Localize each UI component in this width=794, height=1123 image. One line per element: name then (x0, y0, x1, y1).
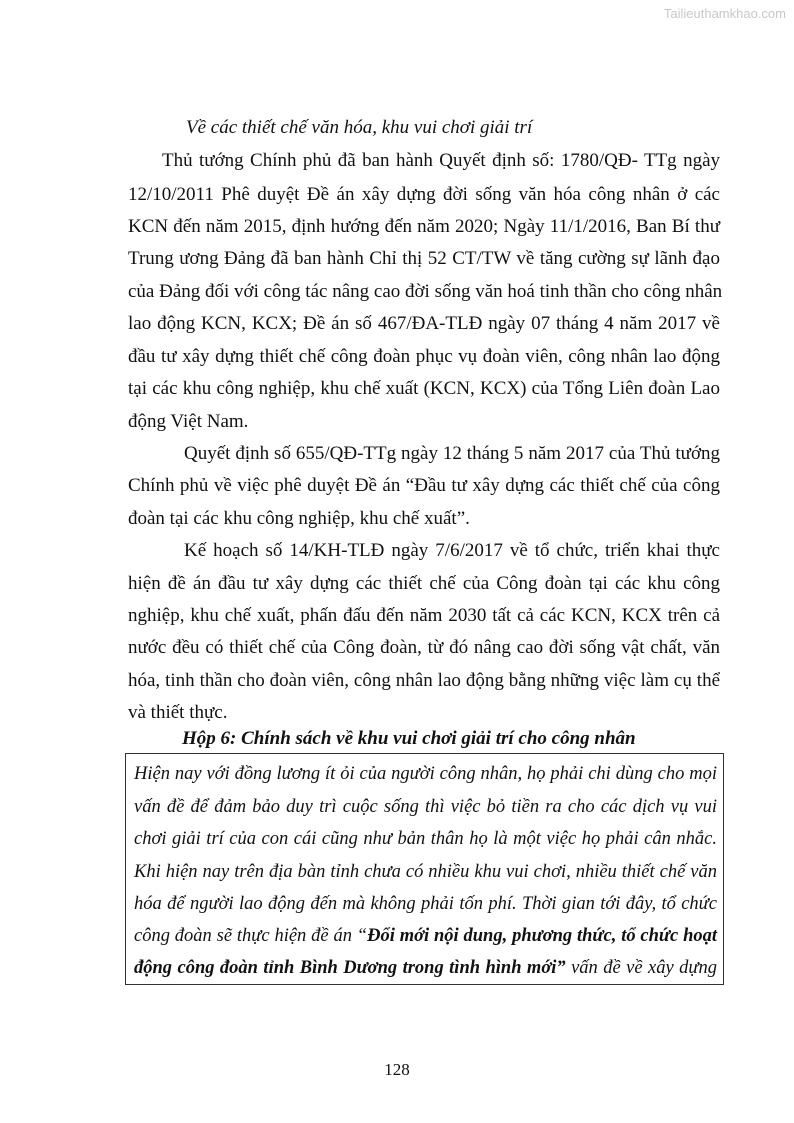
callout-box (125, 753, 724, 985)
paragraph-1-line: đầu tư xây dựng thiết chế công đoàn phục vụ đoàn viên, công nhân lao động (128, 346, 720, 367)
paragraph-3-line: hóa, tinh thần cho đoàn viên, công nhân lao động bằng những việc làm cụ thể (128, 670, 720, 691)
callout-line (134, 925, 717, 947)
paragraph-3-line: và thiết thực. (128, 702, 228, 723)
project-title-bold: Đổi mới nội dung, phương thức, tổ chức hoạt (367, 926, 718, 946)
callout-line: chơi giải trí của con cái cũng như bản thân họ là một việc họ phải cân nhắc. (134, 829, 717, 849)
paragraph-2-line: Quyết định số 655/QĐ-TTg ngày 12 tháng 5 năm 2017 của Thủ tướng (184, 443, 720, 464)
callout-line: hóa để người lao động đến mà không phải tốn phí. Thời gian tới đây, tổ chức (134, 894, 717, 914)
paragraph-1-line: tại các khu công nghiệp, khu chế xuất (KCN, KCX) của Tổng Liên đoàn Lao (128, 378, 720, 399)
page-number: 128 (384, 1060, 410, 1079)
paragraph-3-line: hiện đề án đầu tư xây dựng các thiết chế của Công đoàn tại các khu công (128, 573, 720, 594)
section-heading: Về các thiết chế văn hóa, khu vui chơi giải trí (186, 117, 533, 138)
callout-line (134, 957, 717, 979)
project-title-bold: động công đoàn tỉnh Bình Dương trong tình hình mới” (134, 958, 566, 978)
paragraph-3-line: nước đều có thiết chế của Công đoàn, từ đó nâng cao đời sống vật chất, văn (128, 637, 720, 658)
paragraph-1-line: động Việt Nam. (128, 411, 249, 432)
paragraph-1-line: lao động KCN, KCX; Đề án số 467/ĐA-TLĐ ngày 07 tháng 4 năm 2017 về (128, 313, 720, 334)
callout-text: công đoàn sẽ thực hiện đề án “ (134, 926, 368, 946)
callout-line: Hiện nay với đồng lương ít ỏi của người công nhân, họ phải chi dùng cho mọi (134, 764, 717, 784)
paragraph-3-line: Kế hoạch số 14/KH-TLĐ ngày 7/6/2017 về tổ chức, triển khai thực (184, 540, 720, 561)
callout-line: vấn đề để đảm bảo duy trì cuộc sống thì việc bỏ tiền ra cho các dịch vụ vui (134, 797, 717, 817)
paragraph-3-line: nghiệp, khu chế xuất, phấn đấu đến năm 2030 tất cả các KCN, KCX trên cả (128, 605, 720, 626)
paragraph-1-line: của Đảng đối với công tác nâng cao đời sống văn hoá tinh thần cho công nhân (128, 281, 723, 302)
paragraph-2-line: Chính phủ về việc phê duyệt Đề án “Đầu tư xây dựng các thiết chế của công (128, 475, 720, 496)
paragraph-1-line: Thủ tướng Chính phủ đã ban hành Quyết định số: 1780/QĐ- TTg ngày (162, 150, 720, 171)
paragraph-1-line: Trung ương Đảng đã ban hành Chỉ thị 52 CT/TW về tăng cường sự lãnh đạo (128, 248, 720, 269)
paragraph-2-line: đoàn tại các khu công nghiệp, khu chế xuất”. (128, 508, 470, 529)
callout-text: vấn đề về xây dựng (565, 958, 717, 978)
watermark-text: Tailieuthamkhao.com (663, 6, 786, 21)
callout-line: Khi hiện nay trên địa bàn tỉnh chưa có nhiều khu vui chơi, nhiều thiết chế văn (134, 862, 717, 882)
paragraph-1-line: 12/10/2011 Phê duyệt Đề án xây dựng đời sống văn hóa công nhân ở các (128, 184, 720, 205)
box-title: Hộp 6: Chính sách về khu vui chơi giải trí cho công nhân (182, 728, 636, 749)
paragraph-1-line: KCN đến năm 2015, định hướng đến năm 2020; Ngày 11/1/2016, Ban Bí thư (128, 216, 720, 237)
